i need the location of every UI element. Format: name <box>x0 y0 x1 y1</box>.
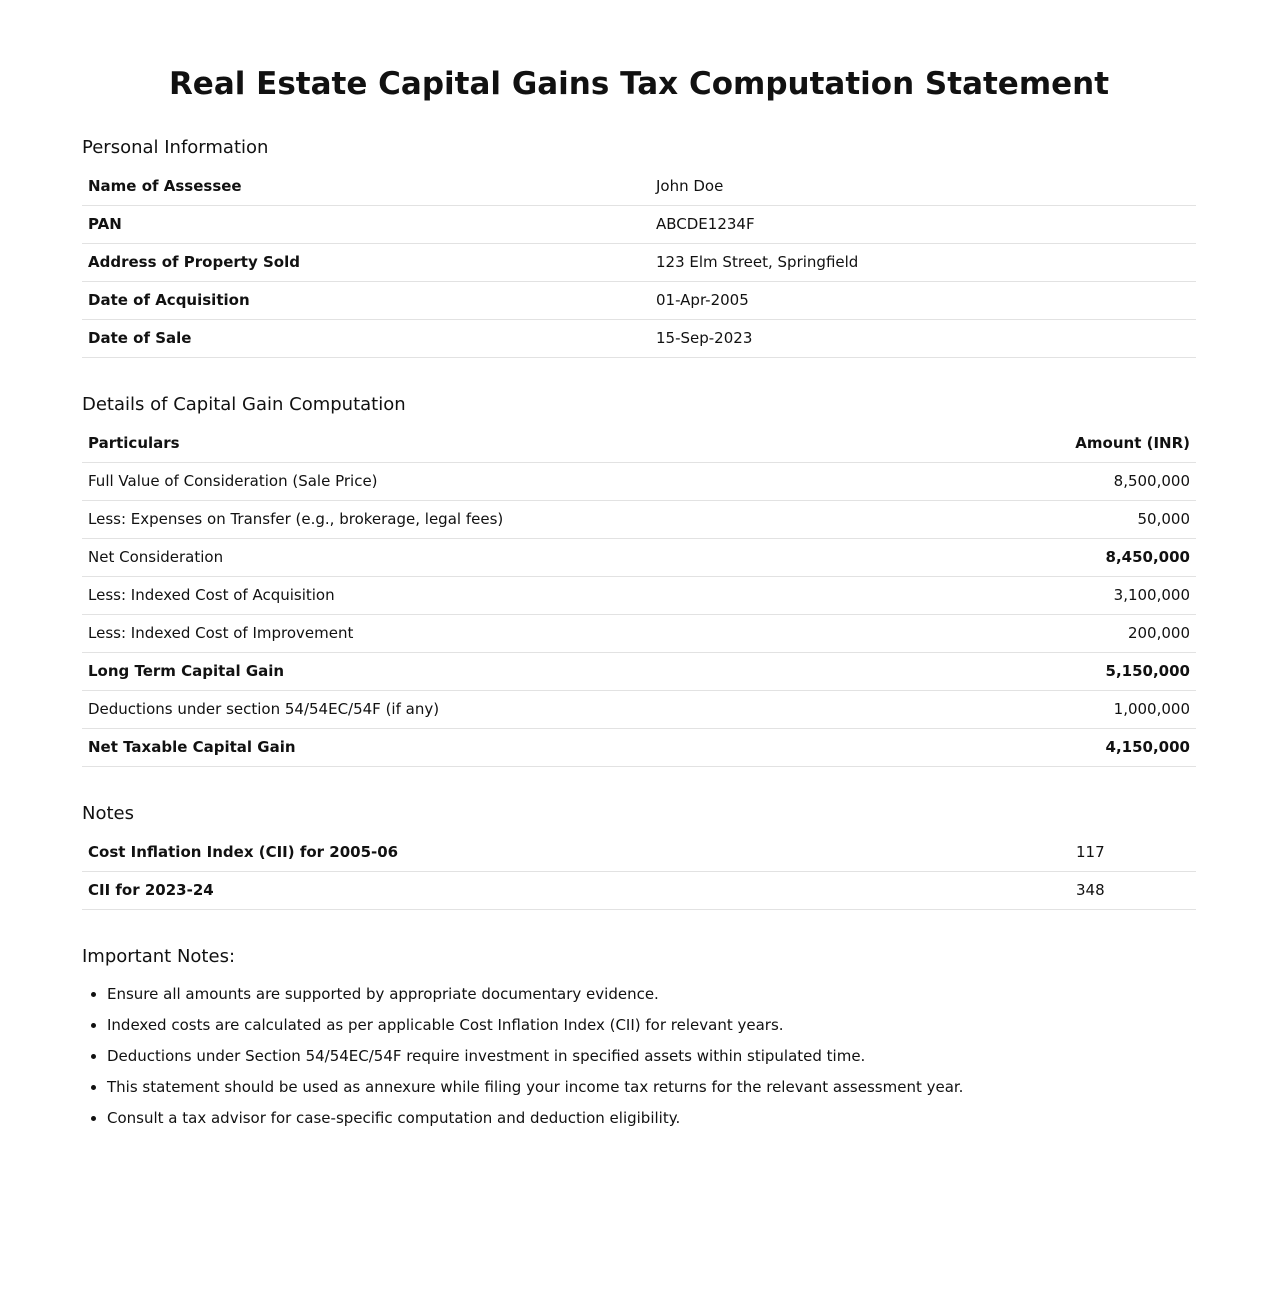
table-row <box>82 653 1196 691</box>
table-row <box>82 206 1196 244</box>
statement-page <box>82 0 1196 1134</box>
particular-cell: Full Value of Consideration (Sale Price) <box>82 463 941 501</box>
field-label: PAN <box>82 206 650 244</box>
personal-info-heading: Personal Information <box>82 137 269 158</box>
table-row <box>82 539 1196 577</box>
particular-cell: Long Term Capital Gain <box>82 653 941 691</box>
table-header-row <box>82 425 1196 463</box>
particular-cell: Less: Expenses on Transfer (e.g., brokerage, legal fees) <box>82 501 941 539</box>
list-item: • Ensure all amounts are supported by appropriate documentary evidence. <box>107 979 1196 1010</box>
field-value: John Doe <box>650 168 1196 206</box>
note-label: Cost Inflation Index (CII) for 2005-06 <box>82 834 1070 872</box>
field-value: 01-Apr-2005 <box>650 282 1196 320</box>
notes-table <box>82 834 1196 910</box>
table-row <box>82 501 1196 539</box>
field-label: Date of Acquisition <box>82 282 650 320</box>
particular-cell: Deductions under section 54/54EC/54F (if any) <box>82 691 941 729</box>
amount-cell: 8,450,000 <box>941 539 1196 577</box>
important-notes-heading: Important Notes: <box>82 946 236 967</box>
note-value: 117 <box>1070 834 1196 872</box>
personal-info-table <box>82 168 1196 358</box>
table-row <box>82 168 1196 206</box>
field-value: 15-Sep-2023 <box>650 320 1196 358</box>
table-row <box>82 691 1196 729</box>
page-title: Real Estate Capital Gains Tax Computation Statement <box>168 66 1110 102</box>
amount-cell: 50,000 <box>941 501 1196 539</box>
field-value: 123 Elm Street, Springfield <box>650 244 1196 282</box>
computation-table <box>82 425 1196 767</box>
notes-heading: Notes <box>82 803 134 824</box>
field-label: Name of Assessee <box>82 168 650 206</box>
important-notes-list <box>82 979 1196 1134</box>
amount-cell: 4,150,000 <box>941 729 1196 767</box>
amount-cell: 5,150,000 <box>941 653 1196 691</box>
note-value: 348 <box>1070 872 1196 910</box>
list-item: • Indexed costs are calculated as per applicable Cost Inflation Index (CII) for relevant years. <box>107 1010 1196 1041</box>
field-label: Address of Property Sold <box>82 244 650 282</box>
amount-cell: 3,100,000 <box>941 577 1196 615</box>
amount-cell: 1,000,000 <box>941 691 1196 729</box>
amount-cell: 8,500,000 <box>941 463 1196 501</box>
list-item: • Consult a tax advisor for case-specific computation and deduction eligibility. <box>107 1103 1196 1134</box>
particular-cell: Less: Indexed Cost of Improvement <box>82 615 941 653</box>
table-row <box>82 320 1196 358</box>
note-label: CII for 2023-24 <box>82 872 1070 910</box>
column-header-amount: Amount (INR) <box>941 425 1196 463</box>
list-item: • This statement should be used as annexure while filing your income tax returns for the relevant assessment year. <box>107 1072 1196 1103</box>
table-row <box>82 463 1196 501</box>
amount-cell: 200,000 <box>941 615 1196 653</box>
particular-cell: Net Taxable Capital Gain <box>82 729 941 767</box>
list-item: • Deductions under Section 54/54EC/54F require investment in specified assets within stipulated time. <box>107 1041 1196 1072</box>
field-label: Date of Sale <box>82 320 650 358</box>
table-row <box>82 834 1196 872</box>
table-row <box>82 729 1196 767</box>
table-row <box>82 244 1196 282</box>
computation-heading: Details of Capital Gain Computation <box>82 394 406 415</box>
table-row <box>82 577 1196 615</box>
particular-cell: Net Consideration <box>82 539 941 577</box>
particular-cell: Less: Indexed Cost of Acquisition <box>82 577 941 615</box>
table-row <box>82 282 1196 320</box>
column-header-particulars: Particulars <box>82 425 941 463</box>
table-row <box>82 615 1196 653</box>
table-row <box>82 872 1196 910</box>
field-value: ABCDE1234F <box>650 206 1196 244</box>
